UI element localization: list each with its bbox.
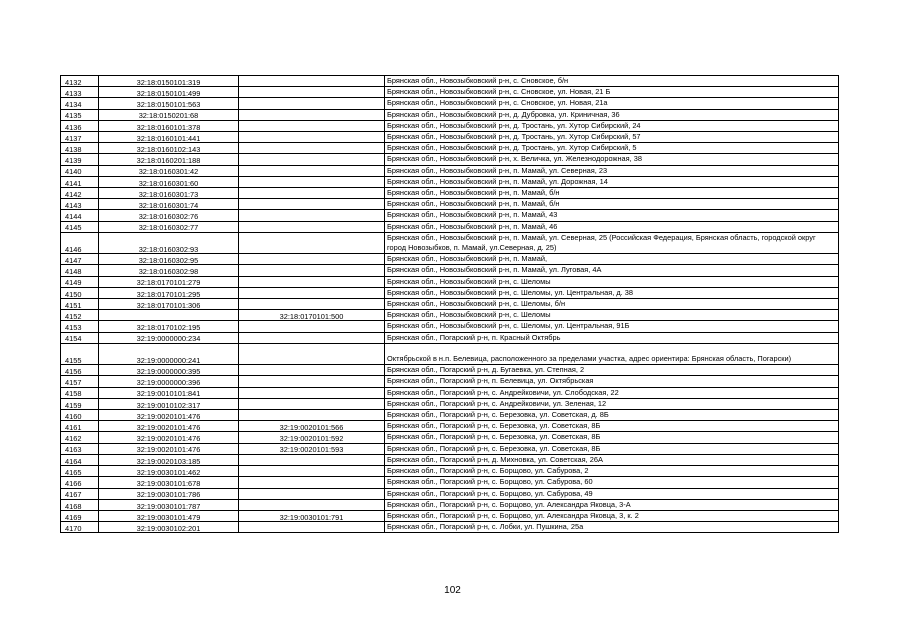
- address-cell: Брянская обл., Новозыбковский р-н, п. Мамай, ул. Северная, 25 (Российская Федерация, Брянская область, городской округ город Новозыбков, п. Мамай, ул.Северная, д. 25): [385, 232, 839, 253]
- related-cadastral-number-cell: [239, 376, 385, 387]
- row-number-cell: 4154: [61, 332, 99, 343]
- cadastral-number-cell: 32:19:0030101:462: [99, 466, 239, 477]
- table-row: [61, 176, 839, 187]
- address-cell: Брянская обл., Погарский р-н, д. Михновка, ул. Советская, 26А: [385, 454, 839, 465]
- row-number-cell: 4162: [61, 432, 99, 443]
- related-cadastral-number-cell: [239, 176, 385, 187]
- row-number-cell: 4158: [61, 387, 99, 398]
- property-table: [60, 75, 839, 533]
- related-cadastral-number-cell: [239, 499, 385, 510]
- row-number-cell: 4147: [61, 254, 99, 265]
- table-row: [61, 343, 839, 364]
- table-row: [61, 143, 839, 154]
- related-cadastral-number-cell: [239, 265, 385, 276]
- table-row: [61, 265, 839, 276]
- cadastral-number-cell: 32:19:0020103:185: [99, 454, 239, 465]
- related-cadastral-number-cell: [239, 387, 385, 398]
- cadastral-number-cell: 32:19:0030102:201: [99, 522, 239, 533]
- address-cell: Брянская обл., Новозыбковский р-н, с. Шеломы, б/н: [385, 299, 839, 310]
- related-cadastral-number-cell: [239, 165, 385, 176]
- table-row: [61, 210, 839, 221]
- row-number-cell: 4168: [61, 499, 99, 510]
- table-row: [61, 510, 839, 521]
- cadastral-number-cell: 32:18:0160101:378: [99, 120, 239, 131]
- table-row: [61, 443, 839, 454]
- cadastral-number-cell: 32:19:0030101:787: [99, 499, 239, 510]
- cadastral-number-cell: 32:19:0030101:479: [99, 510, 239, 521]
- address-cell: Брянская обл., Новозыбковский р-н, п. Мамай, б/н: [385, 199, 839, 210]
- page-number: 102: [444, 585, 461, 596]
- table-row: [61, 477, 839, 488]
- cadastral-number-cell: 32:18:0150101:563: [99, 98, 239, 109]
- related-cadastral-number-cell: [239, 477, 385, 488]
- address-cell: Брянская обл., Новозыбковский р-н, с. Шеломы: [385, 310, 839, 321]
- related-cadastral-number-cell: 32:19:0020101:566: [239, 421, 385, 432]
- row-number-cell: 4137: [61, 132, 99, 143]
- cadastral-number-cell: 32:19:0020101:476: [99, 443, 239, 454]
- cadastral-number-cell: 32:19:0020101:476: [99, 410, 239, 421]
- cadastral-number-cell: 32:18:0160301:42: [99, 165, 239, 176]
- row-number-cell: 4145: [61, 221, 99, 232]
- table-row: [61, 221, 839, 232]
- address-cell: Брянская обл., Новозыбковский р-н, х. Величка, ул. Железнодорожная, 38: [385, 154, 839, 165]
- table-row: [61, 365, 839, 376]
- address-cell: Брянская обл., Новозыбковский р-н, с. Сновское, ул. Новая, 21а: [385, 98, 839, 109]
- row-number-cell: 4169: [61, 510, 99, 521]
- address-cell: Брянская обл., Погарский р-н, с. Андрейковичи, ул. Зеленая, 12: [385, 398, 839, 409]
- cadastral-number-cell: 32:19:0010102:317: [99, 398, 239, 409]
- table-row: [61, 199, 839, 210]
- cadastral-number-cell: 32:19:0000000:234: [99, 332, 239, 343]
- related-cadastral-number-cell: 32:19:0030101:791: [239, 510, 385, 521]
- related-cadastral-number-cell: [239, 199, 385, 210]
- row-number-cell: 4166: [61, 477, 99, 488]
- cadastral-number-cell: [99, 310, 239, 321]
- table-row: [61, 120, 839, 131]
- cadastral-number-cell: 32:18:0160301:60: [99, 176, 239, 187]
- table-row: [61, 387, 839, 398]
- row-number-cell: 4142: [61, 188, 99, 199]
- cadastral-number-cell: 32:19:0030101:786: [99, 488, 239, 499]
- row-number-cell: 4152: [61, 310, 99, 321]
- row-number-cell: 4135: [61, 109, 99, 120]
- related-cadastral-number-cell: 32:18:0170101:500: [239, 310, 385, 321]
- table-row: [61, 132, 839, 143]
- related-cadastral-number-cell: [239, 365, 385, 376]
- table-row: [61, 98, 839, 109]
- related-cadastral-number-cell: [239, 488, 385, 499]
- cadastral-number-cell: 32:19:0020101:476: [99, 432, 239, 443]
- related-cadastral-number-cell: [239, 466, 385, 477]
- address-cell: Брянская обл., Новозыбковский р-н, д. Дубровка, ул. Криничная, 36: [385, 109, 839, 120]
- related-cadastral-number-cell: [239, 343, 385, 364]
- table-row: [61, 165, 839, 176]
- table-row: [61, 488, 839, 499]
- table-row: [61, 109, 839, 120]
- related-cadastral-number-cell: [239, 98, 385, 109]
- address-cell: Брянская обл., Погарский р-н, п. Красный Октябрь: [385, 332, 839, 343]
- row-number-cell: 4138: [61, 143, 99, 154]
- address-cell: Брянская обл., Новозыбковский р-н, с. Шеломы, ул. Центральная, 91Б: [385, 321, 839, 332]
- cadastral-number-cell: 32:18:0170102:195: [99, 321, 239, 332]
- row-number-cell: 4151: [61, 299, 99, 310]
- address-cell: Брянская обл., Погарский р-н, с. Березовка, ул. Советская, д. 8Б: [385, 410, 839, 421]
- row-number-cell: 4156: [61, 365, 99, 376]
- cadastral-number-cell: 32:19:0000000:396: [99, 376, 239, 387]
- related-cadastral-number-cell: [239, 76, 385, 87]
- row-number-cell: 4139: [61, 154, 99, 165]
- cadastral-number-cell: 32:18:0150201:68: [99, 109, 239, 120]
- cadastral-number-cell: 32:19:0030101:678: [99, 477, 239, 488]
- cadastral-number-cell: 32:18:0160302:93: [99, 232, 239, 253]
- cadastral-number-cell: 32:18:0170101:295: [99, 287, 239, 298]
- related-cadastral-number-cell: [239, 221, 385, 232]
- address-cell: Брянская обл., Новозыбковский р-н, п. Мамай, ул. Луговая, 4А: [385, 265, 839, 276]
- related-cadastral-number-cell: [239, 522, 385, 533]
- address-cell: Брянская обл., Новозыбковский р-н, с. Сновское, б/н: [385, 76, 839, 87]
- cadastral-number-cell: 32:18:0170101:279: [99, 276, 239, 287]
- address-cell: Брянская обл., Новозыбковский р-н, п. Мамай, ул. Северная, 23: [385, 165, 839, 176]
- row-number-cell: 4136: [61, 120, 99, 131]
- address-cell: Брянская обл., Новозыбковский р-н, п. Мамай, 43: [385, 210, 839, 221]
- related-cadastral-number-cell: [239, 232, 385, 253]
- table-row: [61, 287, 839, 298]
- address-cell: Брянская обл., Погарский р-н, с. Борщово, ул. Сабурова, 60: [385, 477, 839, 488]
- row-number-cell: 4161: [61, 421, 99, 432]
- address-cell: Брянская обл., Новозыбковский р-н, с. Шеломы, ул. Центральная, д. 38: [385, 287, 839, 298]
- row-number-cell: 4140: [61, 165, 99, 176]
- table-row: [61, 276, 839, 287]
- table-row: [61, 499, 839, 510]
- row-number-cell: 4144: [61, 210, 99, 221]
- cadastral-number-cell: 32:18:0170101:306: [99, 299, 239, 310]
- table-row: [61, 432, 839, 443]
- table-row: [61, 87, 839, 98]
- table-body: [61, 76, 839, 533]
- table-row: [61, 454, 839, 465]
- related-cadastral-number-cell: [239, 332, 385, 343]
- related-cadastral-number-cell: [239, 321, 385, 332]
- cadastral-number-cell: 32:19:0000000:241: [99, 343, 239, 364]
- address-cell: Брянская обл., Погарский р-н, с. Березовка, ул. Советская, 8Б: [385, 421, 839, 432]
- table-row: [61, 522, 839, 533]
- row-number-cell: 4143: [61, 199, 99, 210]
- related-cadastral-number-cell: [239, 132, 385, 143]
- row-number-cell: 4164: [61, 454, 99, 465]
- address-cell: Брянская обл., Погарский р-н, с. Березовка, ул. Советская, 8Б: [385, 432, 839, 443]
- cadastral-number-cell: 32:18:0160301:74: [99, 199, 239, 210]
- related-cadastral-number-cell: [239, 287, 385, 298]
- related-cadastral-number-cell: [239, 410, 385, 421]
- row-number-cell: 4146: [61, 232, 99, 253]
- related-cadastral-number-cell: [239, 299, 385, 310]
- related-cadastral-number-cell: [239, 154, 385, 165]
- row-number-cell: 4132: [61, 76, 99, 87]
- table-row: [61, 421, 839, 432]
- cadastral-number-cell: 32:18:0160302:77: [99, 221, 239, 232]
- cadastral-number-cell: 32:18:0160102:143: [99, 143, 239, 154]
- related-cadastral-number-cell: [239, 210, 385, 221]
- row-number-cell: 4170: [61, 522, 99, 533]
- table-row: [61, 310, 839, 321]
- address-cell: Брянская обл., Новозыбковский р-н, д. Тростань, ул. Хутор Сибирский, 57: [385, 132, 839, 143]
- address-cell: Брянская обл., Новозыбковский р-н, д. Тростань, ул. Хутор Сибирский, 5: [385, 143, 839, 154]
- related-cadastral-number-cell: [239, 143, 385, 154]
- row-number-cell: 4160: [61, 410, 99, 421]
- table-row: [61, 376, 839, 387]
- row-number-cell: 4141: [61, 176, 99, 187]
- address-cell: Брянская обл., Погарский р-н, д. Бугаевка, ул. Степная, 2: [385, 365, 839, 376]
- table-row: [61, 398, 839, 409]
- table-row: [61, 188, 839, 199]
- related-cadastral-number-cell: [239, 120, 385, 131]
- address-cell: Брянская обл., Новозыбковский р-н, с. Шеломы: [385, 276, 839, 287]
- table-row: [61, 410, 839, 421]
- row-number-cell: 4155: [61, 343, 99, 364]
- row-number-cell: 4149: [61, 276, 99, 287]
- cadastral-number-cell: 32:18:0160302:98: [99, 265, 239, 276]
- table-row: [61, 466, 839, 477]
- related-cadastral-number-cell: [239, 276, 385, 287]
- cadastral-number-cell: 32:18:0160201:188: [99, 154, 239, 165]
- related-cadastral-number-cell: [239, 188, 385, 199]
- address-cell: Октябрьской в н.п. Белевица, расположенного за пределами участка, адрес ориентира: Брянская область, Погарски): [385, 343, 839, 364]
- cadastral-number-cell: 32:19:0010101:841: [99, 387, 239, 398]
- related-cadastral-number-cell: 32:19:0020101:593: [239, 443, 385, 454]
- address-cell: Брянская обл., Погарский р-н, с. Борщово, ул. Сабурова, 49: [385, 488, 839, 499]
- row-number-cell: 4148: [61, 265, 99, 276]
- row-number-cell: 4159: [61, 398, 99, 409]
- address-cell: Брянская обл., Погарский р-н, с. Березовка, ул. Советская, 8Б: [385, 443, 839, 454]
- row-number-cell: 4157: [61, 376, 99, 387]
- table-row: [61, 232, 839, 253]
- address-cell: Брянская обл., Новозыбковский р-н, п. Мамай, ул. Дорожная, 14: [385, 176, 839, 187]
- cadastral-number-cell: 32:18:0150101:499: [99, 87, 239, 98]
- row-number-cell: 4134: [61, 98, 99, 109]
- row-number-cell: 4163: [61, 443, 99, 454]
- related-cadastral-number-cell: 32:19:0020101:592: [239, 432, 385, 443]
- table-row: [61, 332, 839, 343]
- cadastral-number-cell: 32:18:0150101:319: [99, 76, 239, 87]
- table-row: [61, 254, 839, 265]
- row-number-cell: 4167: [61, 488, 99, 499]
- address-cell: Брянская обл., Новозыбковский р-н, д. Тростань, ул. Хутор Сибирский, 24: [385, 120, 839, 131]
- table-row: [61, 154, 839, 165]
- row-number-cell: 4165: [61, 466, 99, 477]
- row-number-cell: 4133: [61, 87, 99, 98]
- address-cell: Брянская обл., Новозыбковский р-н, с. Сновское, ул. Новая, 21 Б: [385, 87, 839, 98]
- related-cadastral-number-cell: [239, 398, 385, 409]
- address-cell: Брянская обл., Погарский р-н, с. Борщово, ул. Александра Яковца, 3-А: [385, 499, 839, 510]
- table-row: [61, 299, 839, 310]
- cadastral-number-cell: 32:19:0000000:395: [99, 365, 239, 376]
- cadastral-number-cell: 32:18:0160302:95: [99, 254, 239, 265]
- related-cadastral-number-cell: [239, 87, 385, 98]
- address-cell: Брянская обл., Новозыбковский р-н, п. Мамай,: [385, 254, 839, 265]
- address-cell: Брянская обл., Погарский р-н, с. Лобки, ул. Пушкина, 25а: [385, 522, 839, 533]
- related-cadastral-number-cell: [239, 109, 385, 120]
- address-cell: Брянская обл., Новозыбковский р-н, п. Мамай, б/н: [385, 188, 839, 199]
- address-cell: Брянская обл., Погарский р-н, с. Борщово, ул. Александра Яковца, 3, к. 2: [385, 510, 839, 521]
- row-number-cell: 4153: [61, 321, 99, 332]
- address-cell: Брянская обл., Новозыбковский р-н, п. Мамай, 46: [385, 221, 839, 232]
- cadastral-number-cell: 32:18:0160101:441: [99, 132, 239, 143]
- related-cadastral-number-cell: [239, 454, 385, 465]
- cadastral-number-cell: 32:18:0160301:73: [99, 188, 239, 199]
- related-cadastral-number-cell: [239, 254, 385, 265]
- address-cell: Брянская обл., Погарский р-н, п. Белевица, ул. Октябрьская: [385, 376, 839, 387]
- cadastral-number-cell: 32:18:0160302:76: [99, 210, 239, 221]
- address-cell: Брянская обл., Погарский р-н, с. Андрейковичи, ул. Слободская, 22: [385, 387, 839, 398]
- table-row: [61, 76, 839, 87]
- row-number-cell: 4150: [61, 287, 99, 298]
- address-cell: Брянская обл., Погарский р-н, с. Борщово, ул. Сабурова, 2: [385, 466, 839, 477]
- cadastral-number-cell: 32:19:0020101:476: [99, 421, 239, 432]
- table-row: [61, 321, 839, 332]
